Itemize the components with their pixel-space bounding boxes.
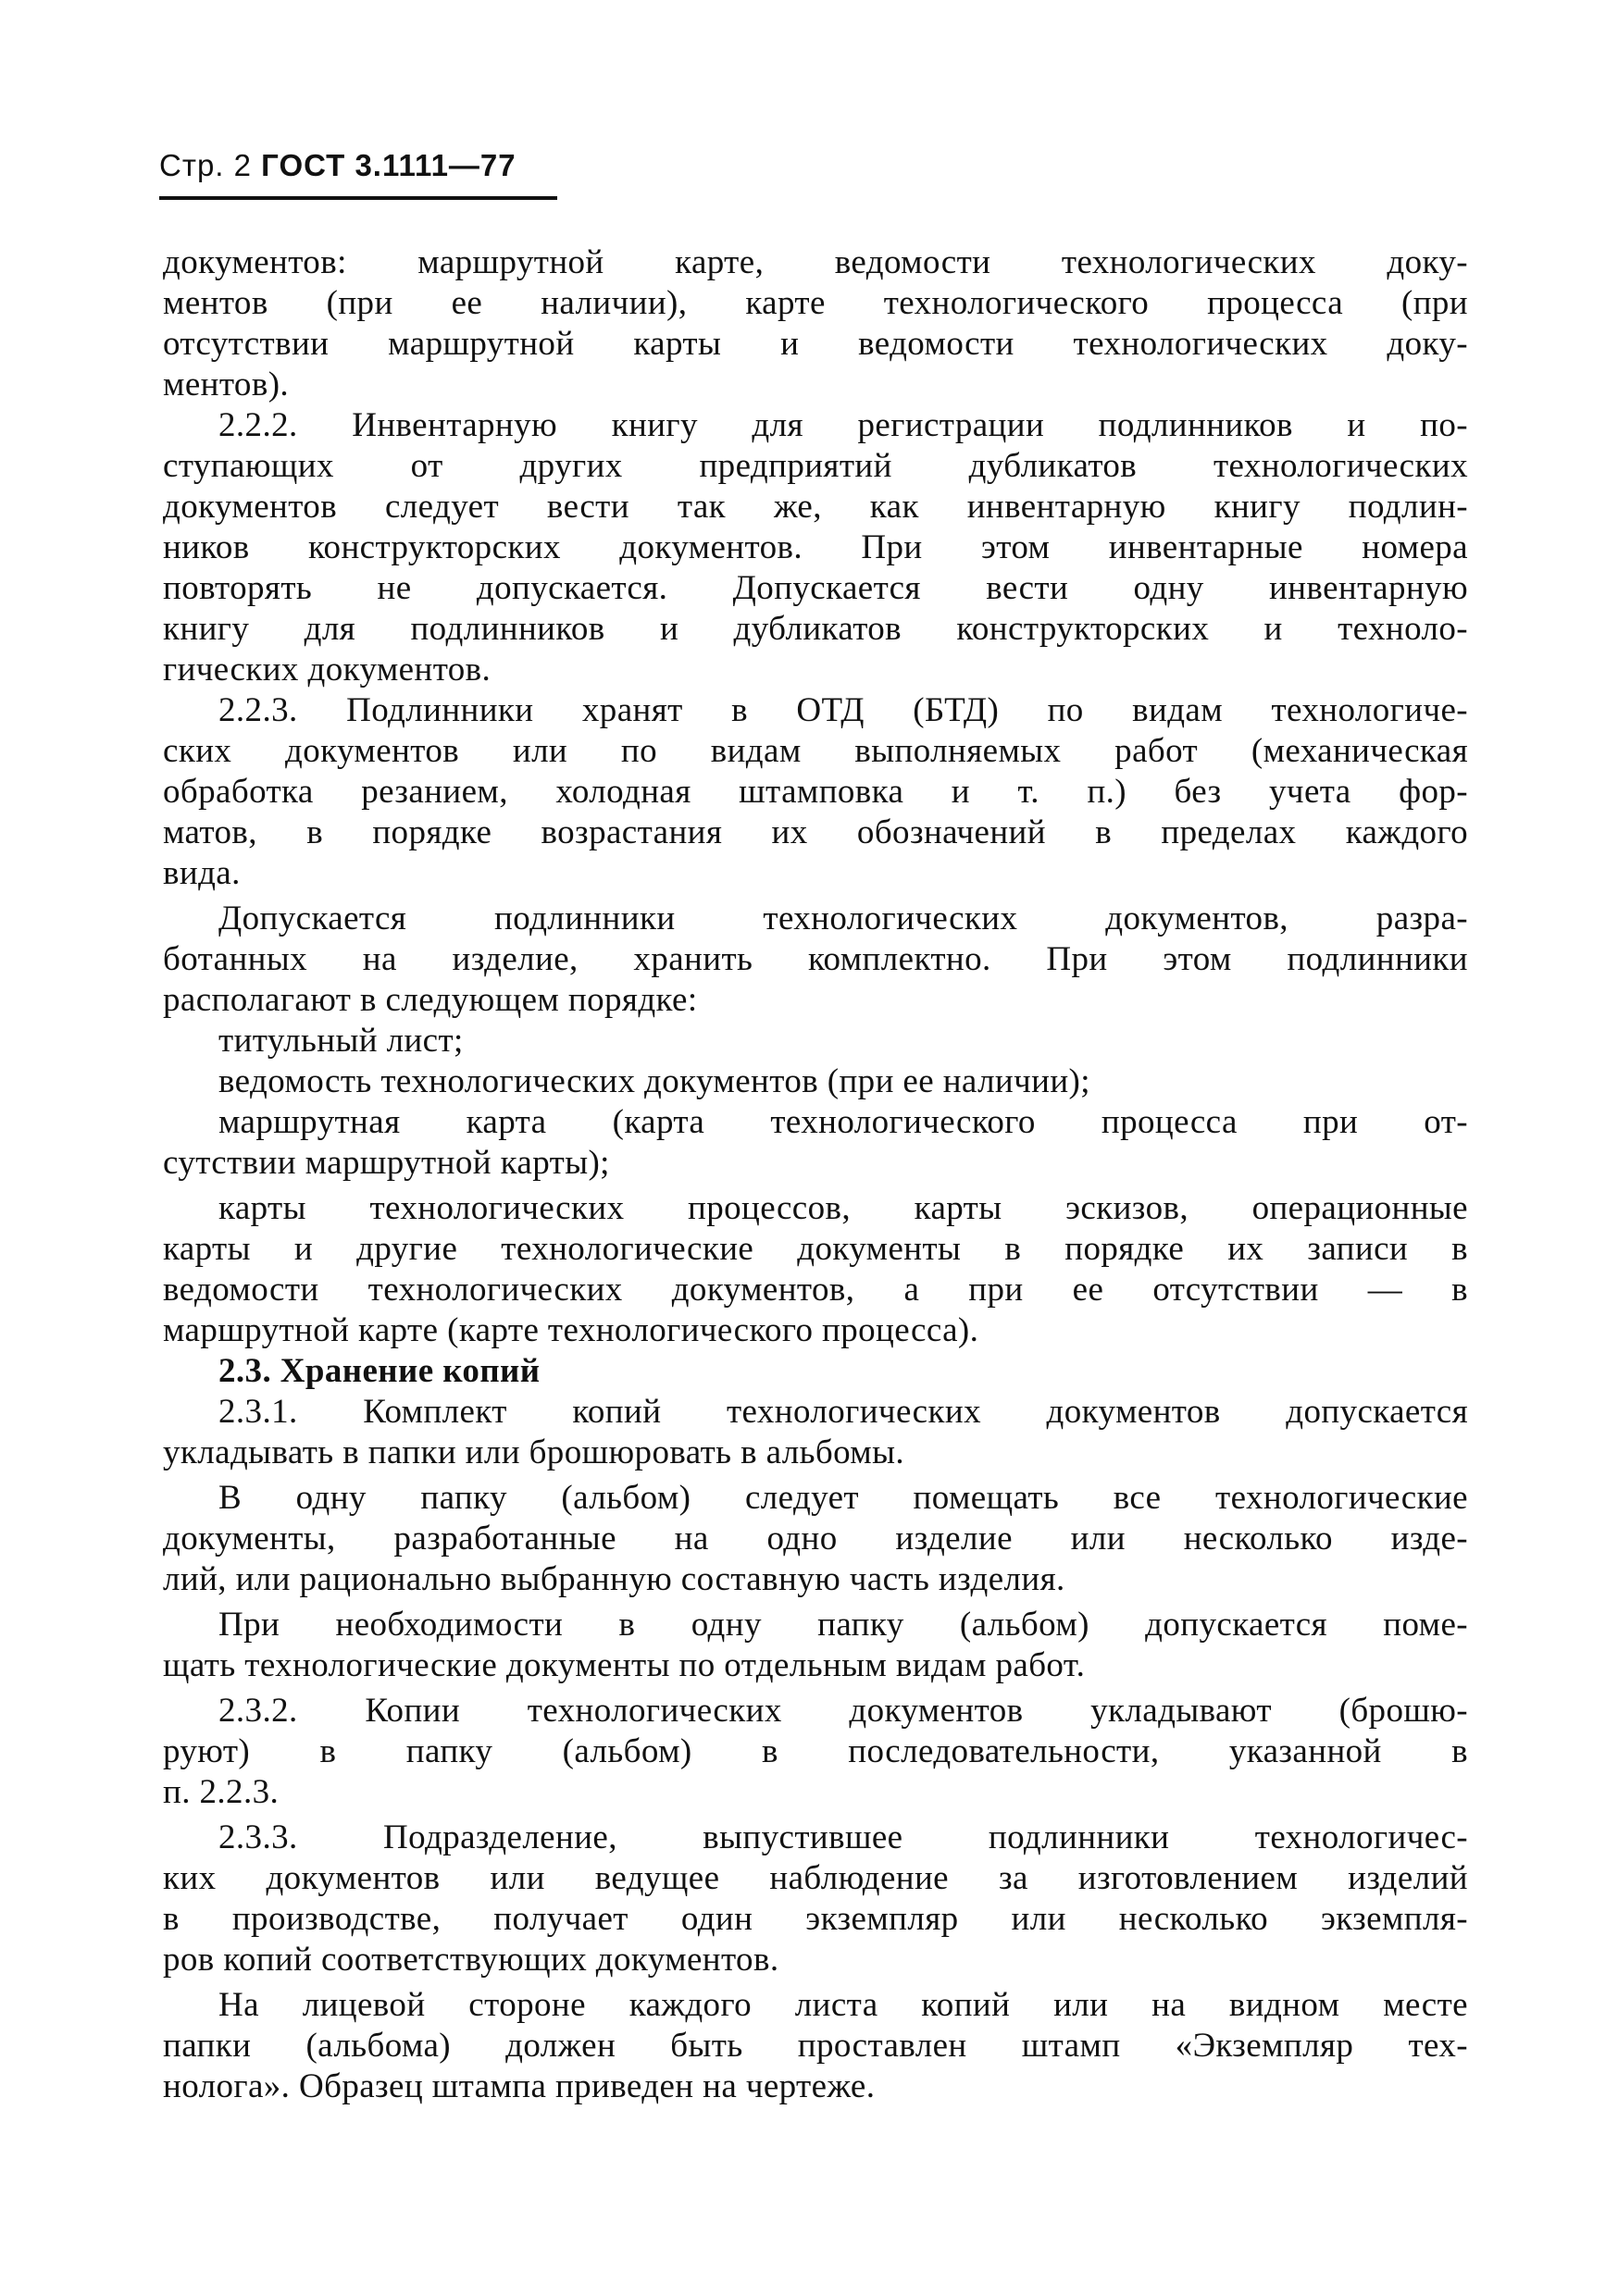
text-line: ведомость технологических документов (при ее наличии); [218,1062,1090,1100]
text-line: карты технологических процессов, карты эскизов, операционные [218,1189,1468,1227]
text-line: титульный лист; [218,1022,464,1060]
text-line: гических документов. [163,651,492,689]
section-heading: 2.3. Хранение копий [218,1352,541,1390]
text-line: Допускается подлинники технологических документов, разра- [218,900,1468,937]
text-line: 2.3.3. Подразделение, выпустившее подлинники технологичес- [218,1818,1468,1856]
text-line: обработка резанием, холодная штамповка и т. п.) без учета фор- [163,773,1468,811]
text-line: ских документов или по видам выполняемых работ (механическая [163,732,1468,770]
page-header [159,148,517,183]
text-line: ведомости технологических документов, а при ее отсутствии — в [163,1271,1468,1309]
text-line: карты и другие технологические документы в порядке их записи в [163,1230,1468,1268]
text-line: 2.2.3. Подлинники хранят в ОТД (БТД) по видам технологиче- [218,691,1468,729]
text-line: ментов). [163,366,290,403]
text-line: При необходимости в одну папку (альбом) допускается поме- [218,1606,1468,1644]
text-line: укладывать в папки или брошюровать в альбомы. [163,1433,905,1471]
text-line: повторять не допускается. Допускается вести одну инвентарную [163,569,1468,607]
text-line: документов: маршрутной карте, ведомости технологических доку- [163,243,1468,281]
text-line: ров копий соответствующих документов. [163,1941,779,1979]
text-line: 2.2.2. Инвентарную книгу для регистрации подлинников и по- [218,406,1468,444]
text-line: сутствии маршрутной карты); [163,1144,610,1182]
text-line: маршрутная карта (карта технологического процесса при от- [218,1103,1468,1141]
text-line: документов следует вести так же, как инвентарную книгу подлин- [163,488,1468,526]
text-line: в производстве, получает один экземпляр или несколько экземпля- [163,1900,1468,1938]
text-line: книгу для подлинников и дубликатов конструкторских и техноло- [163,610,1468,648]
text-line: ников конструкторских документов. При этом инвентарные номера [163,528,1468,566]
text-line: лий, или рационально выбранную составную часть изделия. [163,1560,1065,1598]
text-line: На лицевой стороне каждого листа копий или на видном месте [218,1986,1468,2024]
text-line: щать технологические документы по отдельным видам работ. [163,1646,1086,1684]
text-line: матов, в порядке возрастания их обозначений в пределах каждого [163,813,1468,851]
document-body [163,242,1468,2107]
text-line: ступающих от других предприятий дубликатов технологических [163,447,1468,485]
page-number: Стр. 2 [159,148,252,182]
text-line: ких документов или ведущее наблюдение за изготовлением изделий [163,1859,1468,1897]
text-line: ментов (при ее наличии), карте технологического процесса (при [163,284,1468,322]
standard-designation: ГОСТ 3.1111—77 [261,148,517,182]
text-line: ботанных на изделие, хранить комплектно. При этом подлинники [163,940,1468,978]
text-line: маршрутной карте (карте технологического процесса). [163,1311,979,1349]
text-line: руют) в папку (альбом) в последовательности, указанной в [163,1732,1468,1770]
text-line: отсутствии маршрутной карты и ведомости технологических доку- [163,325,1468,363]
text-line: вида. [163,854,241,892]
text-line: В одну папку (альбом) следует помещать все технологические [218,1479,1468,1517]
text-line: 2.3.2. Копии технологических документов укладывают (брошю- [218,1692,1468,1730]
text-line: располагают в следующем порядке: [163,981,698,1019]
text-line: 2.3.1. Комплект копий технологических документов допускается [218,1393,1468,1431]
header-rule [159,196,557,200]
text-line: п. 2.2.3. [163,1773,280,1811]
text-line: нолога». Образец штампа приведен на чертеже. [163,2067,876,2105]
text-line: папки (альбома) должен быть проставлен штамп «Экземпляр тех- [163,2027,1468,2065]
text-line: документы, разработанные на одно изделие или несколько изде- [163,1520,1468,1558]
